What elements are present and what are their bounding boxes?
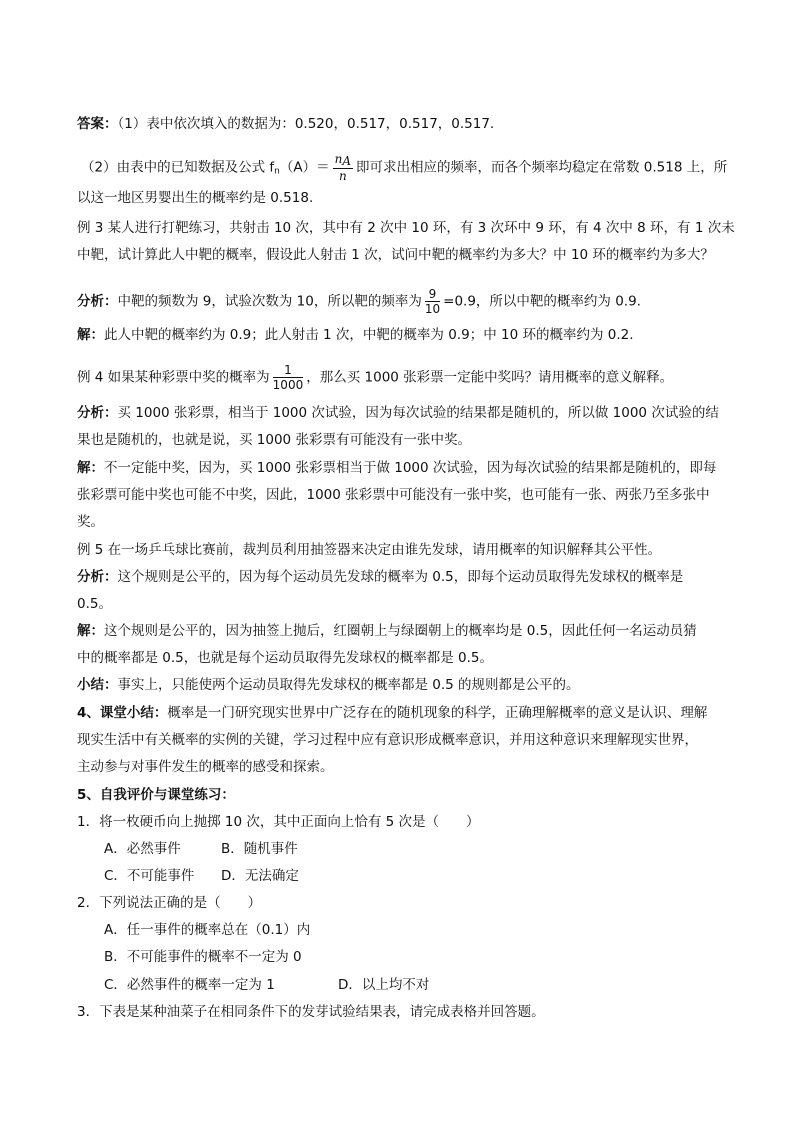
frac-den: n	[338, 169, 347, 183]
question-1-options-row-1	[104, 839, 298, 859]
solution-4-line-1	[77, 458, 716, 478]
option-a: A．必然事件	[104, 841, 181, 857]
solution-5-line-2: 中的概率都是 0.5，也就是每个运动员取得先发球权的概率都是 0.5。	[77, 650, 494, 666]
question-1: 1．将一枚硬币向上抛掷 10 次，其中正面向上恰有 5 次是（ ）	[77, 814, 480, 830]
formula-text-b: （A）＝	[279, 159, 330, 176]
analysis-5-line-2: 0.5。	[77, 596, 112, 612]
solution-text: 这个规则是公平的，因为抽签上抛后，红圈朝上与绿圈朝上的概率均是 0.5，因此任何一名运动员猜	[104, 623, 697, 639]
fraction-1-1000	[273, 363, 304, 392]
fraction-nA-n	[333, 152, 353, 183]
frac-num: 1	[273, 363, 304, 378]
solution-5-line-1	[77, 621, 697, 641]
analysis-text-a: 中靶的频数为 9，试验次数为 10，所以靶的频率为	[117, 293, 422, 310]
example-4-text-c: ，那么买 1000 张彩票一定能中奖吗？请用概率的意义解释。	[306, 369, 674, 386]
formula-text-a: （2）由表中的已知数据及公式 f	[81, 159, 275, 176]
summary-text: 事实上，只能使两个运动员取得先发球权的概率都是 0.5 的规则都是公平的。	[117, 677, 580, 693]
option-c: C．必然事件的概率一定为 1	[104, 977, 275, 993]
formula-line	[81, 152, 727, 183]
frac-den: 1000	[272, 378, 304, 392]
frac-num: n	[334, 152, 343, 166]
answer-line	[77, 114, 494, 134]
question-2-option-a: A．任一事件的概率总在（0.1）内	[104, 922, 311, 938]
text-line: 以这一地区男婴出生的概率约是 0.518.	[77, 190, 314, 206]
example-4-text-a: 例 4 如果某种彩票中奖的概率为	[77, 369, 270, 386]
analysis-label: 分析：	[77, 569, 118, 585]
analysis-5-line-1	[77, 567, 683, 587]
analysis-text-c: =0.9，所以中靶的概率约为 0.9.	[443, 293, 641, 310]
example-5-line: 例 5 在一场乒乓球比赛前，裁判员利用抽签器来决定由谁先发球，请用概率的知识解释其公平性。	[77, 542, 662, 558]
question-2-option-b: B．不可能事件的概率不一定为 0	[104, 949, 302, 965]
class-summary-line-1	[77, 703, 707, 723]
formula-sub: n	[274, 166, 280, 177]
analysis-label: 分析：	[77, 405, 118, 421]
analysis-text: 这个规则是公平的，因为每个运动员先发球的概率为 0.5，即每个运动员取得先发球权的概率是	[117, 569, 684, 585]
analysis-text: 买 1000 张彩票，相当于 1000 次试验，因为每次试验的结果都是随机的，所以做 1000 次试验的结	[117, 405, 719, 421]
answer-label: 答案：	[77, 116, 118, 132]
solution-3-line	[77, 325, 634, 345]
section-heading: 5、自我评价与课堂练习：	[77, 787, 235, 803]
solution-text: 不一定能中奖，因为，买 1000 张彩票相当于做 1000 次试验，因为每次试验的结果都是随机的，即每	[104, 460, 717, 476]
frac-num-sub: A	[342, 154, 352, 168]
example-3-line-2: 中靶，试计算此人中靶的概率，假设此人射击 1 次，试问中靶的概率约为多大？中 10 环的概率约为多大？	[77, 247, 714, 263]
class-summary-line-2: 现实生活中有关概率的实例的关键，学习过程中应有意识形成概率意识，并用这种意识来理解现实世界，	[77, 732, 698, 748]
example-3-line-1: 例 3 某人进行打靶练习，共射击 10 次，其中有 2 次中 10 环，有 3 次环中 9 环，有 4 次中 8 环，有 1 次未	[77, 220, 735, 236]
solution-label: 解：	[77, 327, 104, 343]
summary-line	[77, 675, 580, 695]
question-2: 2．下列说法正确的是（ ）	[77, 895, 262, 911]
analysis-3-line	[77, 287, 641, 316]
fraction-9-10	[425, 287, 440, 316]
frac-den: 10	[424, 302, 441, 316]
class-summary-text: 概率是一门研究现实世界中广泛存在的随机现象的科学，正确理解概率的意义是认识、理解	[167, 705, 708, 721]
option-d: D．以上均不对	[338, 977, 430, 993]
solution-4-line-3: 奖。	[77, 514, 104, 530]
question-2-options-row-3	[104, 975, 429, 995]
solution-text: 此人中靶的概率约为 0.9；此人射击 1 次，中靶的概率为 0.9；中 10 环的概率约为 0.2.	[104, 327, 634, 343]
analysis-label: 分析：	[77, 293, 118, 310]
solution-4-line-2: 张彩票可能中奖也可能不中奖，因此，1000 张彩票中可能没有一张中奖，也可能有一张、两张乃至多张中	[77, 487, 710, 503]
class-summary-label: 4、课堂小结：	[77, 705, 168, 721]
class-summary-line-3: 主动参与对事件发生的概率的感受和探索。	[77, 759, 334, 775]
option-b: B．随机事件	[221, 841, 298, 857]
option-d: D．无法确定	[221, 868, 299, 884]
frac-num: 9	[425, 287, 440, 302]
summary-label: 小结：	[77, 677, 118, 693]
formula-text-c: 即可求出相应的频率，而各个频率均稳定在常数 0.518 上，所	[356, 159, 728, 176]
example-4-line	[77, 363, 673, 392]
analysis-4-line-1	[77, 403, 719, 423]
solution-label: 解：	[77, 460, 104, 476]
option-c: C．不可能事件	[104, 868, 195, 884]
answer-text: （1）表中依次填入的数据为：0.520，0.517，0.517，0.517.	[117, 116, 495, 132]
solution-label: 解：	[77, 623, 104, 639]
question-3: 3．下表是某种油菜子在相同条件下的发芽试验结果表，请完成表格并回答题。	[77, 1004, 545, 1020]
question-1-options-row-2	[104, 866, 299, 886]
analysis-4-line-2: 果也是随机的，也就是说，买 1000 张彩票有可能没有一张中奖。	[77, 432, 471, 448]
